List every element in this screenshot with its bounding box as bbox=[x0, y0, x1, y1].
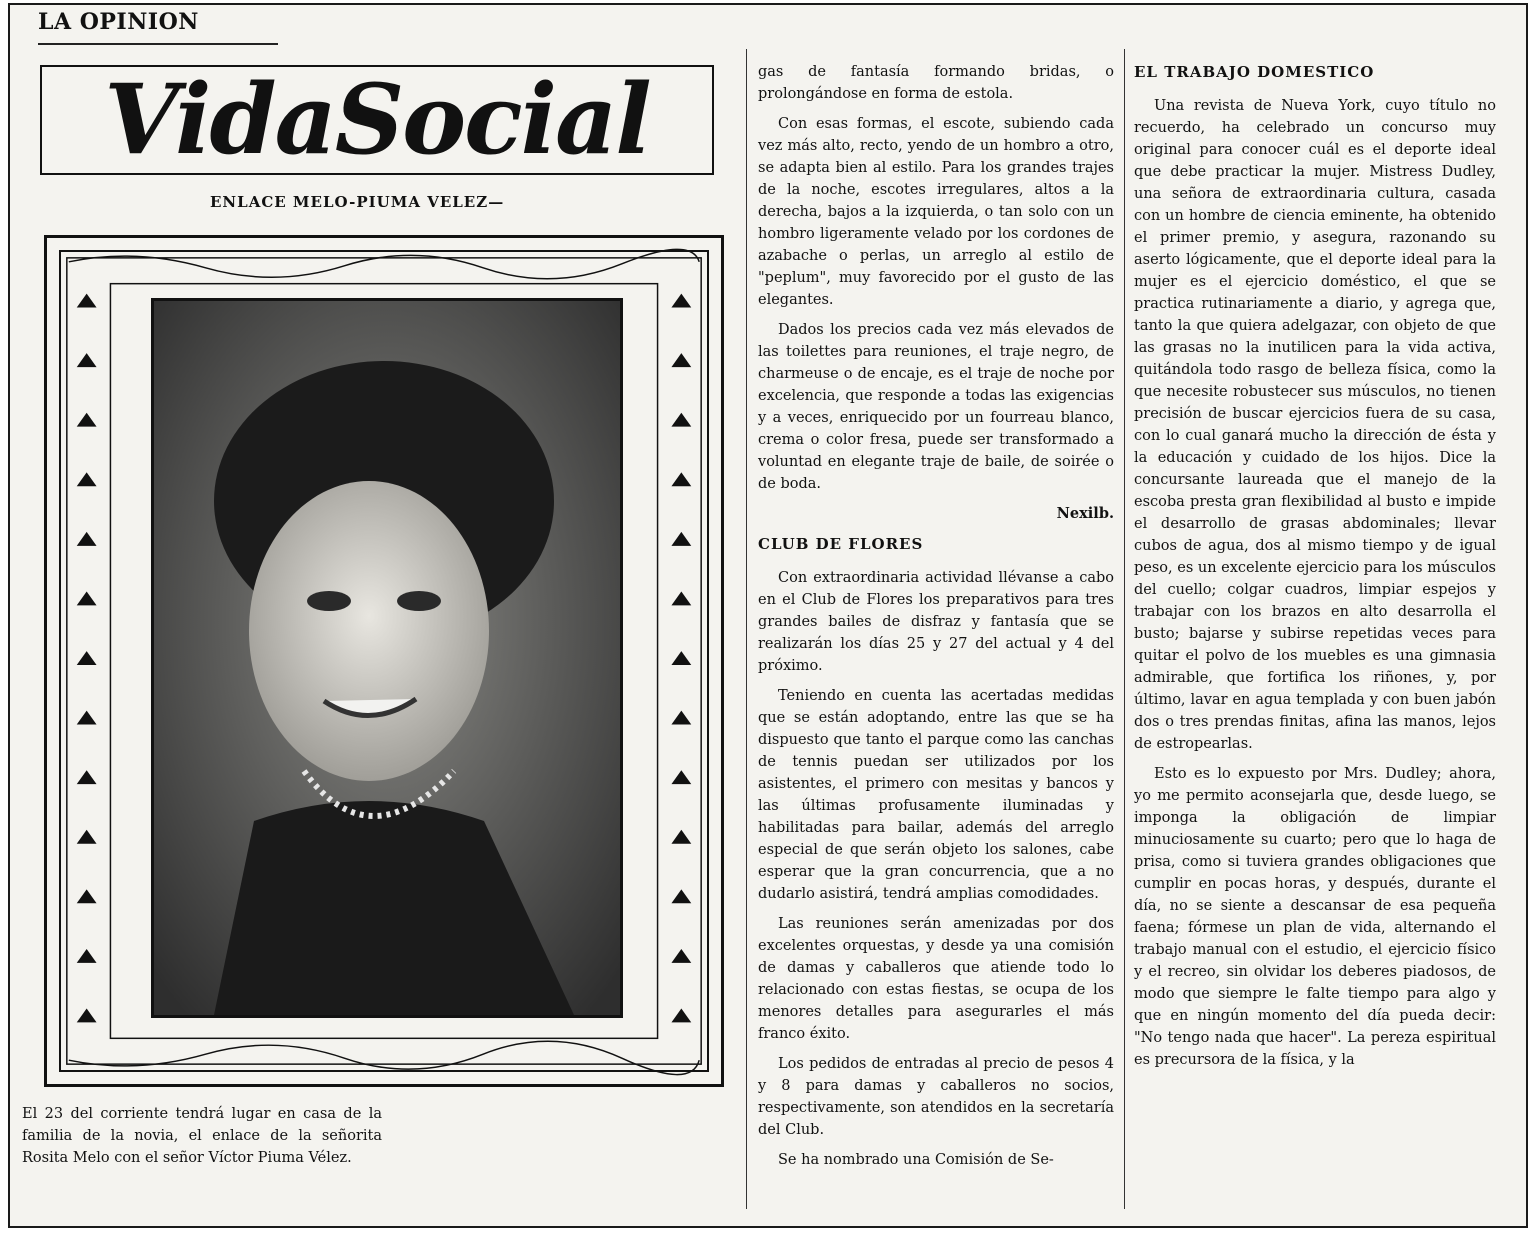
portrait-frame bbox=[44, 235, 724, 1087]
paragraph: Se ha nombrado una Comisión de Se- bbox=[778, 1152, 1054, 1168]
paragraph: gas de fantasía formando bridas, o prolongándose en forma de estola. bbox=[758, 64, 1114, 102]
paragraph: Con esas formas, el escote, subiendo cada vez más alto, recto, yendo de un hombro a otro, se adapta bien al estilo. Para los grandes trajes de la noche, escotes irregulares, altos a la derecha, bajos a la izquierda, o tan solo con un hombro ligeramente velado por los cordones de azabache o perlas, un arreglo al estilo de "peplum", muy favorecido por el gusto de las elegantes. bbox=[758, 116, 1114, 308]
author-signature: Nexilb. bbox=[1056, 505, 1114, 522]
article-heading-club-de-flores: CLUB DE FLORES bbox=[758, 535, 924, 553]
portrait-illustration bbox=[154, 301, 620, 1015]
newspaper-page bbox=[8, 3, 1528, 1228]
paragraph: Dados los precios cada vez más elevados de las toilettes para reuniones, el traje negro, de charmeuse o de encaje, es el traje de noche por excelencia, que responde a todas las exigencias y a veces, enriquecido por un fourreau blanco, crema o color fresa, puede ser transformado a voluntad en elegante traje de baile, de soirée o de boda. bbox=[758, 322, 1114, 492]
paragraph: Los pedidos de entradas al precio de pesos 4 y 8 para damas y caballeros no socios, respectivamente, son atendidos en la secretaría del Club. bbox=[758, 1056, 1114, 1138]
column-rule-2 bbox=[1124, 49, 1125, 1209]
paragraph: Con extraordinaria actividad llévanse a cabo en el Club de Flores los preparativos para tres grandes bailes de disfraz y fantasía que se realizarán los días 25 y 27 del actual y 4 del próximo. bbox=[758, 570, 1114, 674]
section-title-box bbox=[40, 65, 714, 175]
masthead-rule bbox=[38, 43, 278, 45]
masthead: LA OPINION bbox=[38, 9, 199, 35]
paragraph: Las reuniones serán amenizadas por dos excelentes orquestas, y desde ya una comisión de damas y caballeros que atiende todo lo relacionado con estas fiestas, se ocupa de los menores detalles para asegurarles el más franco éxito. bbox=[758, 916, 1114, 1042]
section-title: VidaSocial bbox=[104, 63, 650, 176]
article-heading-trabajo-domestico: EL TRABAJO DOMESTICO bbox=[1134, 63, 1375, 81]
column-trabajo-domestico bbox=[1134, 61, 1496, 1079]
paragraph: Teniendo en cuenta las acertadas medidas que se están adoptando, entre las que se ha dispuesto que tanto el parque como las canchas de tennis puedan ser utilizados por los asistentes, el primero con mesitas y bancos y las últimas profusamente iluminadas y habilitadas para bailar, además del arreglo especial de que serán objeto los salones, cabe esperar que la gran concurrencia, que a no dudarlo asistirá, tendrá amplias comodidades. bbox=[758, 688, 1114, 902]
column-rule-1 bbox=[746, 49, 747, 1209]
article-subhead: ENLACE MELO-PIUMA VELEZ— bbox=[210, 193, 505, 211]
paragraph: Una revista de Nueva York, cuyo título no recuerdo, ha celebrado un concurso muy original para conocer cuál es el deporte ideal que debe practicar la mujer. Mistress Dudley, una señora de extraordinaria cultura, casada con un hombre de ciencia eminente, ha obtenido el primer premio, y asegura, razonando su aserto lógicamente, que el deporte ideal para la mujer es el ejercicio doméstico, el que se practica rutinariamente a diario, y agrega que, tanto la que quiera adelgazar, con objeto de que las grasas no la inutilicen para la vida activa, quitándola todo rasgo de belleza física, como la que necesite robustecer sus músculos, no tienen precisión de buscar ejercicios fuera de su casa, con lo cual ganará mucho la dirección de ésta y la educación y cuidado de los hijos. Dice la concursante laureada que el manejo de la escoba presta gran flexibilidad al busto e impide el desarrollo de grasas abdominales; llevar cubos de agua, dos al mismo tiempo y de igual peso, es un excelente ejercicio para los músculos del cuello; colgar cuadros, limpiar espejos y trabajar con los brazos en alto desarrolla el busto; bajarse y subirse repetidas veces para quitar el polvo de los muebles es una gimnasia admirable, que fortifica los riñones, y, por último, lavar en agua templada y con buen jabón dos o tres prendas finitas, afina las manos, lejos de estropearlas. bbox=[1134, 98, 1496, 752]
bride-portrait-photo bbox=[151, 298, 623, 1018]
paragraph: Esto es lo expuesto por Mrs. Dudley; ahora, yo me permito aconsejarla que, desde luego, se imponga la obligación de limpiar minuciosamente su cuarto; pero que lo haga de prisa, como si tuviera grandes obligaciones que cumplir en pocas horas, y después, durante el día, no se siente a descansar de esa pequeña faena; fórmese un plan de vida, alternando el trabajo manual con el estudio, el ejercicio físico y el recreo, sin olvidar los deberes piadosos, de modo que siempre le falte tiempo para algo y que en ningún momento del día pueda decir: "No tengo nada que hacer". La pereza espiritual es precursora de la física, y la bbox=[1134, 766, 1496, 1068]
photo-caption: El 23 del corriente tendrá lugar en casa de la familia de la novia, el enlace de la señorita Rosita Melo con el señor Víctor Piuma Vélez. bbox=[22, 1106, 382, 1166]
column-fashion-club bbox=[758, 61, 1114, 1179]
